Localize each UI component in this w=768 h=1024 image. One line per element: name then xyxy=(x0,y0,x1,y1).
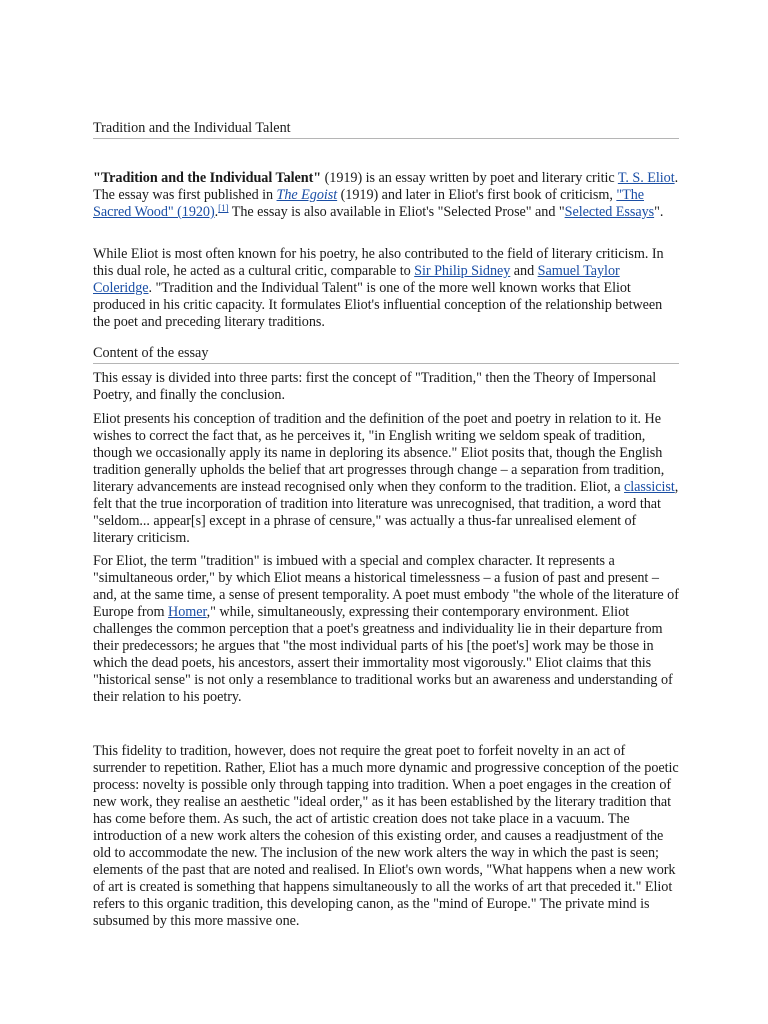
text-run: ". xyxy=(654,204,664,220)
fifth-paragraph xyxy=(93,553,679,706)
link-homer[interactable]: Homer xyxy=(168,604,207,620)
link-classicist[interactable]: classicist xyxy=(624,479,675,495)
text-run: . xyxy=(214,204,219,220)
link-ts-eliot[interactable]: T. S. Eliot xyxy=(617,170,675,186)
paragraph-fidelity: This fidelity to tradition, however, does not require the great poet to forfeit novelty in an act of surrender to repetition. Rather, Eliot has a much more dynamic and progressive conception of the poetic process: novelty is possible only through tapping into tradition. When a poet engages in the creation of new work, they realise an aesthetic "ideal order," as it has been established by the literary tradition that has come before them. As such, the act of artistic creation does not take place in a vacuum. The introduction of a new work alters the cohesion of this existing order, and causes a readjustment of the old to accommodate the new. The inclusion of the new work alters the way in which the past is seen; elements of the past that are noted and realised. In Eliot's own words, "What happens when a new work of art is created is something that happens simultaneously to all the works of art that preceded it." Eliot refers to this organic tradition, this developing canon, as the "mind of Europe." The private mind is subsumed by this more massive one. xyxy=(93,743,679,929)
bold-essay-title: "Tradition and the Individual Talent" xyxy=(93,170,322,186)
paragraph-tradition xyxy=(93,411,679,547)
sixth-paragraph xyxy=(93,743,679,930)
reference-link-1[interactable]: [1] xyxy=(218,203,229,213)
link-sacred-wood[interactable]: "The Sacred Wood" (1920) xyxy=(93,187,645,220)
text-run: The essay is also available in Eliot's "Selected Prose" and " xyxy=(228,204,565,220)
second-paragraph xyxy=(93,246,679,331)
text-run: ," while, simultaneously, expressing their contemporary environment. Eliot challenges the common perception that a poet's greatness and individuality lie in their departure from their predecessors; he argues that "the most individual parts of his [the poet's] work may be those in which the dead poets, his ancestors, assert their immortality most vigorously." Eliot claims that this "historical sense" is not only a resemblance to traditional works but an awareness and understanding of their relation to his poetry. xyxy=(93,604,673,705)
text-run: . The essay was first published in xyxy=(93,170,679,203)
link-selected-essays[interactable]: Selected Essays xyxy=(564,204,655,220)
link-the-egoist[interactable]: The Egoist xyxy=(276,187,338,203)
link-samuel-taylor-coleridge[interactable]: Samuel Taylor Coleridge xyxy=(93,263,620,296)
text-run: For Eliot, the term "tradition" is imbued with a special and complex character. It represents a "simultaneous order," by which Eliot means a historical timelessness – a fusion of past and present – and, at the same time, a sense of present temporality. A poet must embody "the whole of the literature of Europe from xyxy=(93,553,679,620)
section-heading: Content of the essay xyxy=(93,345,679,364)
paragraph-structure: This essay is divided into three parts: first the concept of "Tradition," then the Theory of Impersonal Poetry, and finally the conclusion. xyxy=(93,370,657,403)
text-run: (1919) and later in Eliot's first book of criticism, xyxy=(337,187,617,203)
intro-paragraph xyxy=(93,170,679,221)
paragraph-intro xyxy=(93,170,679,221)
text-run: and xyxy=(510,263,538,279)
third-paragraph xyxy=(93,370,679,404)
link-sir-philip-sidney[interactable]: Sir Philip Sidney xyxy=(414,263,511,279)
page-title: Tradition and the Individual Talent xyxy=(93,120,679,139)
paragraph-critic xyxy=(93,246,679,331)
text-run: Eliot presents his conception of tradition and the definition of the poet and poetry in relation to it. He wishes to correct the fact that, as he perceives it, "in English writing we seldom speak of tradition, though we occasionally apply its name in deploring its absence." Eliot posits that, though the English tradition generally upholds the belief that art progresses through change – a separation from tradition, literary advancements are instead recognised only when they conform to the tradition. Eliot, a xyxy=(93,411,665,495)
text-run: . "Tradition and the Individual Talent" is one of the more well known works that Eliot produced in his critic capacity. It formulates Eliot's influential conception of the relationship between the poet and preceding literary traditions. xyxy=(93,280,663,330)
text-run: (1919) is an essay written by poet and literary critic xyxy=(321,170,618,186)
fourth-paragraph xyxy=(93,411,679,547)
text-run: , felt that the true incorporation of tradition into literature was unrecognised, that tradition, a word that "seldom... appear[s] except in a phrase of censure," was actually a thus-far unrealised element of literary criticism. xyxy=(93,479,679,546)
paragraph-simultaneous-order xyxy=(93,553,679,706)
text-run: While Eliot is most often known for his poetry, he also contributed to the field of literary criticism. In this dual role, he acted as a cultural critic, comparable to xyxy=(93,246,664,279)
